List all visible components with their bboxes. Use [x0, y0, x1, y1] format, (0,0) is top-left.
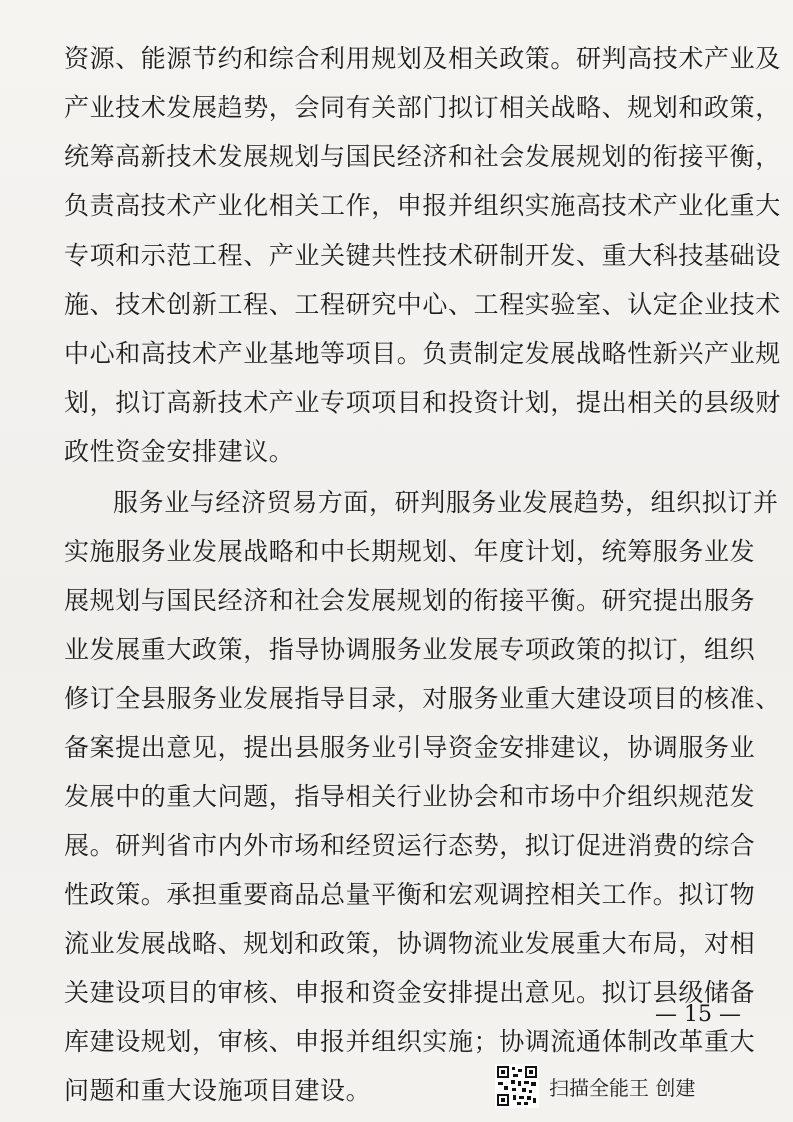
- paragraph-2-line: 发展中的重大问题，指导相关行业协会和市场中介组织规范发: [64, 782, 756, 811]
- paragraph-1-line: 施、技术创新工程、工程研究中心、工程实验室、认定企业技术: [64, 290, 781, 319]
- paragraph-1-line: 划，拟订高新技术产业专项项目和投资计划，提出相关的县级财: [64, 388, 781, 417]
- scanner-watermark: [495, 1063, 695, 1109]
- paragraph-1-line: 统筹高新技术发展规划与国民经济和社会发展规划的衔接平衡，: [64, 142, 781, 171]
- paragraph-2-line: 实施服务业发展战略和中长期规划、年度计划，统筹服务业发: [64, 537, 756, 566]
- paragraph-2-line: 服务业与经济贸易方面，研判服务业发展趋势，组织拟订并: [113, 488, 779, 517]
- paragraph-2-line: 关建设项目的审核、申报和资金安排提出意见。拟订县级储备: [64, 978, 756, 1007]
- paragraph-2-line: 流业发展战略、规划和政策，协调物流业发展重大布局，对相: [64, 929, 756, 958]
- qr-code-icon: [495, 1064, 539, 1108]
- paragraph-2-line: 业发展重大政策，指导协调服务业发展专项政策的拟订，组织: [64, 635, 756, 664]
- watermark-text: 扫描全能王 创建: [549, 1075, 696, 1100]
- paragraph-1-line: 中心和高技术产业基地等项目。负责制定发展战略性新兴产业规: [64, 339, 781, 368]
- paragraph-2-line: 性政策。承担重要商品总量平衡和宏观调控相关工作。拟订物: [64, 880, 756, 909]
- paragraph-2-line: 修订全县服务业发展指导目录，对服务业重大建设项目的核准、: [64, 684, 781, 713]
- paragraph-1-line: 专项和示范工程、产业关键共性技术研制开发、重大科技基础设: [64, 241, 781, 270]
- paragraph-2-line: 展。研判省市内外市场和经贸运行态势，拟订促进消费的综合: [64, 831, 756, 860]
- paragraph-2-line: 问题和重大设施项目建设。: [64, 1076, 372, 1105]
- paragraph-1-line: 负责高技术产业化相关工作，申报并组织实施高技术产业化重大: [64, 191, 781, 220]
- paragraph-1-line: 产业技术发展趋势，会同有关部门拟订相关战略、规划和政策，: [64, 93, 781, 122]
- page-number: — 15 —: [655, 1002, 741, 1027]
- paragraph-1-line: 资源、能源节约和综合利用规划及相关政策。研判高技术产业及: [64, 44, 781, 73]
- paragraph-1-line: 政性资金安排建议。: [64, 437, 295, 466]
- paragraph-2-line: 备案提出意见，提出县服务业引导资金安排建议，协调服务业: [64, 733, 756, 762]
- paragraph-2-line: 展规划与国民经济和社会发展规划的衔接平衡。研究提出服务: [64, 586, 756, 615]
- paragraph-2-line: 库建设规划，审核、申报并组织实施；协调流通体制改革重大: [64, 1027, 756, 1056]
